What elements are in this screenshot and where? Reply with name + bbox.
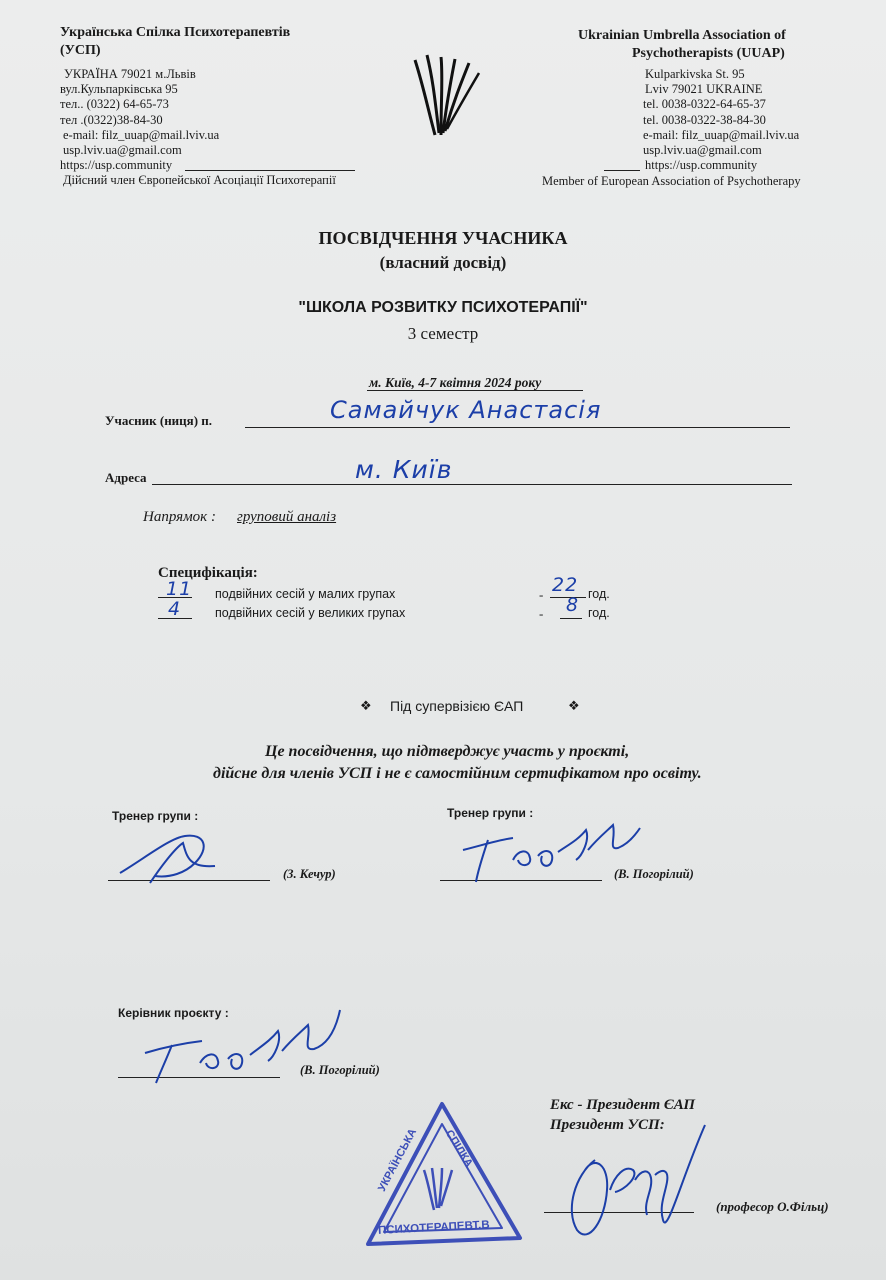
document-subtitle: (власний досвід) — [379, 253, 507, 272]
supervision-text: Під супервізією ЄАП — [390, 698, 524, 714]
membership-ua: Дійсний член Європейської Асоціації Психотерапії — [63, 173, 336, 187]
phone-ua-2: тел .(0322)38-84-30 — [60, 113, 163, 127]
trainer-2-label: Тренер групи : — [447, 806, 534, 820]
email-ua: e-mail: filz_uuap@mail.lviv.ua — [63, 128, 220, 142]
address-ua-line: УКРАЇНА 79021 м.Львів — [64, 67, 196, 81]
membership-en: Member of European Association of Psychotherapy — [542, 174, 801, 188]
trainer-1-name: (З. Кечур) — [283, 867, 336, 881]
project-head-name: (В. Погорілий) — [300, 1063, 380, 1077]
note-line-1: Це посвідчення, що підтверджує участь у проєкті, — [265, 743, 630, 760]
org-name-ua-line1: Українська Спілка Психотерапевтів — [60, 25, 291, 40]
website-ua-underline — [185, 170, 355, 171]
stamp-text-bottom: ПСИХОТЕРАПЕВТ.В — [377, 1219, 490, 1237]
program-name: "ШКОЛА РОЗВИТКУ ПСИХОТЕРАПІЇ" — [298, 299, 588, 316]
direction-value: груповий аналіз — [237, 509, 337, 525]
project-head-label: Керівник проєкту : — [118, 1006, 229, 1020]
gmail-ua: usp.lviv.ua@gmail.com — [63, 143, 182, 157]
stamp-text-left: УКРАЇНСЬКА — [376, 1126, 420, 1194]
place-date-underline — [367, 390, 583, 391]
spec-row-1-count: 11 — [166, 578, 193, 600]
spec-row-1-hours: 22 — [552, 574, 579, 596]
participant-line — [245, 427, 790, 428]
direction-label: Напрямок : — [143, 509, 216, 525]
address-en-street: Kulparkivska St. 95 — [645, 67, 745, 81]
spec-row-2-hours-line — [560, 618, 582, 619]
address-ua-street: вул.Кульпарківська 95 — [60, 82, 178, 96]
spec-row-2-count-line — [158, 618, 192, 619]
org-name-ua-line2: (УСП) — [60, 43, 101, 58]
website-en: https://usp.community — [645, 158, 758, 172]
phone-ua-1: тел.. (0322) 64-65-73 — [60, 97, 169, 111]
semester: 3 семестр — [407, 324, 479, 343]
president-signature-icon — [555, 1120, 715, 1250]
trainer-1-label: Тренер групи : — [112, 809, 199, 823]
spec-row-1-text: подвійних сесій у малих групах — [215, 587, 396, 601]
president-title-1: Екс - Президент ЄАП — [550, 1097, 696, 1113]
address-en-city: Lviv 79021 UKRAINE — [645, 82, 763, 96]
phone-en-2: tel. 0038-0322-38-84-30 — [643, 113, 766, 127]
spec-row-1-dash: - — [539, 587, 544, 602]
stamp-text-right: СПІЛКА — [442, 1128, 475, 1170]
participant-label: Учасник (ниця) п. — [105, 413, 213, 428]
spec-row-2-count: 4 — [168, 598, 182, 620]
diamond-right-icon: ❖ — [568, 698, 580, 713]
org-name-en-line1: Ukrainian Umbrella Association of — [578, 28, 786, 43]
specification-label: Специфікація: — [158, 565, 258, 581]
spec-row-1-unit: год. — [588, 587, 610, 601]
trainer-2-name: (В. Погорілий) — [614, 867, 694, 881]
address-label: Адреса — [105, 470, 147, 485]
note-line-2: дійсне для членів УСП і не є самостійним сертифікатом про освіту. — [213, 765, 702, 782]
diamond-left-icon: ❖ — [360, 698, 372, 713]
website-en-underline — [604, 170, 640, 171]
address-line — [152, 484, 792, 485]
gmail-en: usp.lviv.ua@gmail.com — [643, 143, 762, 157]
org-name-en-line2: Psychotherapists (UUAP) — [632, 46, 785, 61]
usp-logo-icon — [405, 45, 490, 140]
phone-en-1: tel. 0038-0322-64-65-37 — [643, 97, 766, 111]
president-name: (професор О.Фільц) — [716, 1199, 829, 1214]
website-ua: https://usp.community — [60, 158, 173, 172]
spec-row-2-dash: - — [539, 606, 544, 621]
email-en: e-mail: filz_uuap@mail.lviv.ua — [643, 128, 800, 142]
spec-row-2-hours: 8 — [566, 594, 580, 616]
place-date: м. Київ, 4-7 квітня 2024 року — [369, 375, 542, 390]
president-title-2: Президент УСП: — [550, 1117, 665, 1133]
trainer-1-signature-icon — [115, 828, 225, 888]
spec-row-2-text: подвійних сесій у великих групах — [215, 606, 406, 620]
participant-name: Самайчук Анастасія — [330, 396, 602, 424]
spec-row-2-unit: год. — [588, 606, 610, 620]
address-value: м. Київ — [355, 455, 453, 484]
document-title: ПОСВІДЧЕННЯ УЧАСНИКА — [318, 228, 568, 248]
